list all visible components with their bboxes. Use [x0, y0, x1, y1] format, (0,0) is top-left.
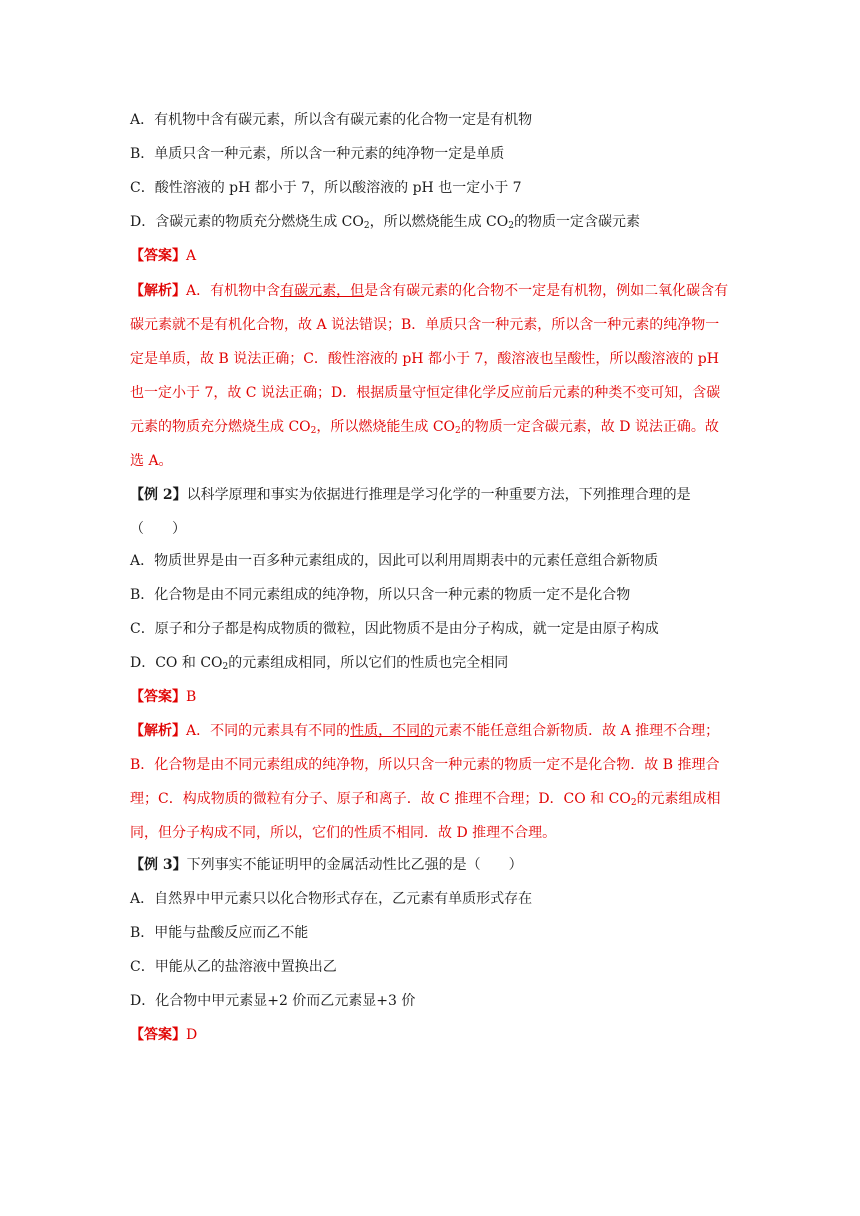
ex3-question: 【例 3】下列事实不能证明甲的金属活动性比乙强的是（ ） [130, 857, 523, 873]
ex2-option-a: A．物质世界是由一百多种元素组成的，因此可以利用周期表中的元素任意组合新物质 [130, 553, 659, 569]
answer-tag: 【答案】 [130, 248, 186, 264]
ex2-option-d: D．CO 和 $CO_2$的元素组成相同，所以它们的性质也完全相同 [130, 655, 509, 672]
ex1-answer: 【答案】A [130, 248, 197, 264]
ex1-option-a: A．有机物中含有碳元素，所以含有碳元素的化合物一定是有机物 [130, 112, 533, 128]
ex1-option-b: B．单质只含一种元素，所以含一种元素的纯净物一定是单质 [130, 146, 505, 162]
answer-tag: 【答案】 [130, 689, 186, 705]
ex3-option-c: C．甲能从乙的盐溶液中置换出乙 [130, 959, 337, 975]
example-tag: 【例 2】 [130, 487, 187, 503]
ex2-answer: 【答案】B [130, 689, 197, 705]
ex1-analysis: 【解析】A．有机物中含有碳元素，但是含有碳元素的化合物不一定是有机物，例如二氧化碳含有碳元素就不是有机化合物，故 A 说法错误；B．单质只含一种元素，所以含一种元素的纯净物一定是单质，故 B 说法正确；C．酸性溶液的 pH 都小于 7，酸溶液也呈酸性，所以酸溶液的 pH 也一定小于 7，故 C 说法正确；D．根据质量守恒定律化学反应前后元素的种类不变可知，含碳元素的物质充分燃烧生成 $CO_2$，所以燃烧能生成 $CO_2$的物质一定含碳元素，故 D 说法正确。故选 A。 [130, 283, 729, 469]
ex3-option-b: B．甲能与盐酸反应而乙不能 [130, 925, 309, 941]
ex2-option-b: B．化合物是由不同元素组成的纯净物，所以只含一种元素的物质一定不是化合物 [130, 587, 631, 603]
ex3-option-a: A．自然界中甲元素只以化合物形式存在，乙元素有单质形式存在 [130, 891, 533, 907]
answer-tag: 【答案】 [130, 1027, 186, 1043]
analysis-tag: 【解析】 [130, 723, 186, 739]
ex3-answer: 【答案】D [130, 1027, 198, 1043]
ex1-option-d: D．含碳元素的物质充分燃烧生成 $CO_2$，所以燃烧能生成 $CO_2$的物质一定含碳元素 [130, 214, 640, 231]
analysis-tag: 【解析】 [130, 283, 186, 299]
ex3-option-d: D．化合物中甲元素显+2 价而乙元素显+3 价 [130, 993, 416, 1009]
ex2-analysis: 【解析】A．不同的元素具有不同的性质，不同的元素不能任意组合新物质．故 A 推理不合理；B．化合物是由不同元素组成的纯净物，所以只含一种元素的物质一定不是化合物．故 B 推理合理；C．构成物质的微粒有分子、原子和离子．故 C 推理不合理；D．CO 和 $CO_2$的元素组成相同，但分子构成不同，所以，它们的性质不相同．故 D 推理不合理。 [130, 723, 721, 841]
example-tag: 【例 3】 [130, 857, 187, 873]
ex2-option-c: C．原子和分子都是构成物质的微粒，因此物质不是由分子构成，就一定是由原子构成 [130, 621, 659, 637]
ex2-question: 【例 2】以科学原理和事实为依据进行推理是学习化学的一种重要方法，下列推理合理的是（ ） [130, 487, 691, 537]
ex1-option-c: C．酸性溶液的 pH 都小于 7，所以酸溶液的 pH 也一定小于 7 [130, 180, 522, 196]
